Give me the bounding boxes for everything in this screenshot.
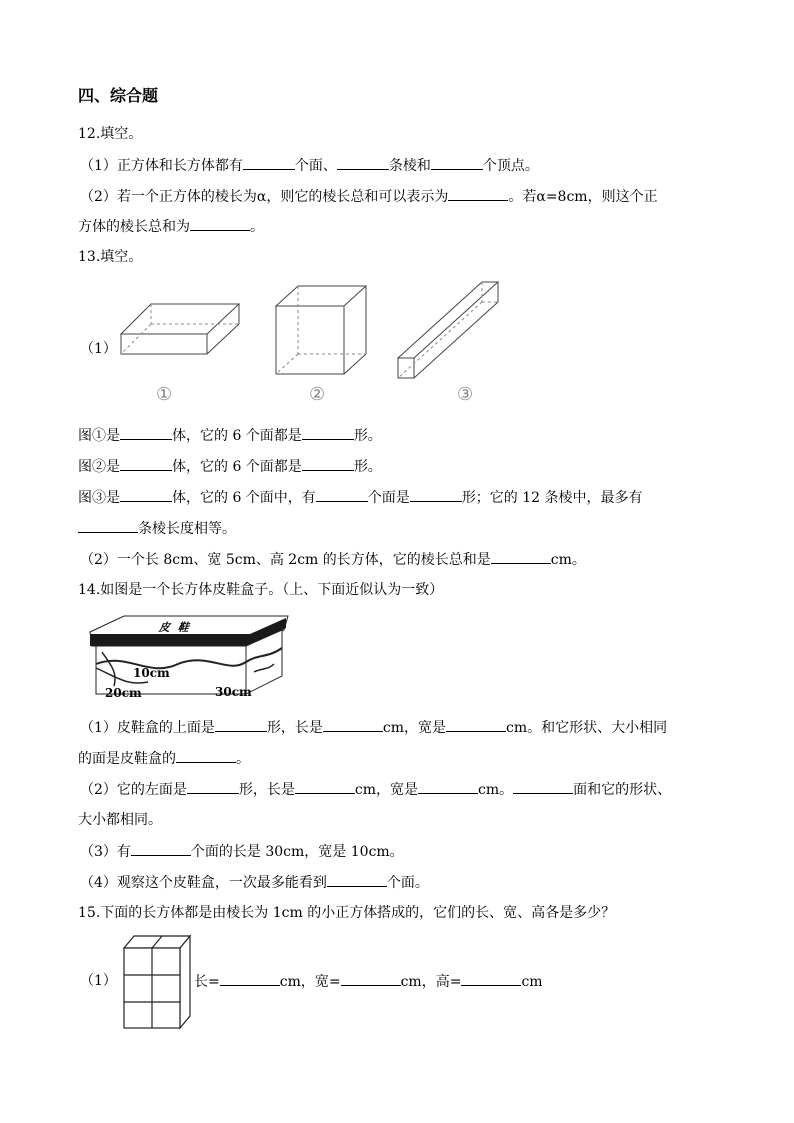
q15-title: 15.下面的长方体都是由棱长为 1cm 的小正方体搭成的，它们的长、宽、高各是多少？ <box>78 905 616 921</box>
text: 体，它的 6 个面都是 <box>172 459 302 475</box>
answer-blank[interactable] <box>220 971 280 986</box>
text: 形。 <box>353 428 382 444</box>
section-title: 四、综合题 <box>78 86 159 105</box>
cube-figure <box>272 282 372 378</box>
q13-line-1 <box>78 425 382 446</box>
q15-answer-line <box>194 971 543 992</box>
answer-blank[interactable] <box>295 779 355 794</box>
text: 条棱长度相等。 <box>138 521 236 537</box>
text: cm。 <box>478 782 514 798</box>
q14-part4 <box>80 872 429 893</box>
q14-part1-cont <box>78 748 250 769</box>
answer-blank[interactable] <box>176 748 236 763</box>
text: 条棱和 <box>388 158 431 174</box>
figure-number-2: ② <box>309 384 326 405</box>
answer-blank[interactable] <box>448 186 508 201</box>
text: cm，宽= <box>279 974 341 990</box>
rod-figure <box>394 278 502 382</box>
text: 个面是 <box>367 490 410 506</box>
answer-blank[interactable] <box>120 487 172 502</box>
answer-blank[interactable] <box>120 456 172 471</box>
answer-blank[interactable] <box>418 779 478 794</box>
text: 。 <box>250 219 264 235</box>
answer-blank[interactable] <box>446 717 506 732</box>
text: 个顶点。 <box>482 158 539 174</box>
dimension-length: 30cm <box>215 685 252 699</box>
text: cm，宽是 <box>354 782 419 798</box>
figure-number-3: ③ <box>457 384 474 405</box>
text: 个面的长是 30cm，宽是 10cm。 <box>190 844 404 860</box>
q14-title: 14.如图是一个长方体皮鞋盒子。（上、下面近似认为一致） <box>78 582 444 598</box>
text: （4）观察这个皮鞋盒，一次最多能看到 <box>80 875 327 891</box>
text: 形；它的 12 条棱中，最多有 <box>461 490 643 506</box>
text: 图③是 <box>78 490 120 506</box>
q12-part2-cont <box>78 216 264 237</box>
q13-line-4 <box>78 518 236 539</box>
text: 图②是 <box>78 459 120 475</box>
q14-part2 <box>80 779 671 800</box>
q12-part1 <box>80 155 539 176</box>
q15-label-1: （1） <box>80 973 117 989</box>
text: 的面是皮鞋盒的 <box>78 751 176 767</box>
text: cm。和它形状、大小相同 <box>506 720 668 736</box>
q12-part2 <box>80 186 658 207</box>
text: 图①是 <box>78 428 120 444</box>
q13-part2 <box>80 549 586 570</box>
answer-blank[interactable] <box>341 971 401 986</box>
figure-number-1: ① <box>156 384 173 405</box>
answer-blank[interactable] <box>410 487 462 502</box>
text: 。 <box>236 751 250 767</box>
text: cm，宽是 <box>382 720 447 736</box>
answer-blank[interactable] <box>302 456 354 471</box>
answer-blank[interactable] <box>131 841 191 856</box>
text: （1）皮鞋盒的上面是 <box>80 720 215 736</box>
text: （1）正方体和长方体都有 <box>80 158 243 174</box>
text: 个面、 <box>294 158 337 174</box>
text: 体，它的 6 个面中，有 <box>172 490 316 506</box>
text: 个面。 <box>386 875 429 891</box>
answer-blank[interactable] <box>302 425 354 440</box>
q12-title: 12.填空。 <box>78 126 143 142</box>
text: （3）有 <box>80 844 131 860</box>
q14-part1 <box>80 717 667 738</box>
text: cm。 <box>550 552 586 568</box>
text: （2）一个长 8cm、宽 5cm、高 2cm 的长方体，它的棱长总和是 <box>80 552 491 568</box>
text: 形，长是 <box>238 782 295 798</box>
text: 面和它的形状、 <box>573 782 672 798</box>
text: 形，长是 <box>266 720 323 736</box>
shoe-box-label: 皮 鞋 <box>157 621 195 634</box>
answer-blank[interactable] <box>316 487 368 502</box>
q13-title: 13.填空。 <box>78 249 143 265</box>
q14-part3 <box>80 841 404 862</box>
answer-blank[interactable] <box>190 216 250 231</box>
text: 形。 <box>353 459 382 475</box>
stacked-cubes-figure <box>120 932 194 1032</box>
dimension-height: 10cm <box>133 666 170 680</box>
answer-blank[interactable] <box>187 779 239 794</box>
cuboid-flat-figure <box>115 298 247 360</box>
text: 。若α=8cm，则这个正 <box>508 189 658 205</box>
answer-blank[interactable] <box>513 779 573 794</box>
text: （2）它的左面是 <box>80 782 187 798</box>
q13-line-2 <box>78 456 382 477</box>
text: 方体的棱长总和为 <box>78 219 190 235</box>
answer-blank[interactable] <box>327 872 387 887</box>
text: cm <box>521 974 543 990</box>
answer-blank[interactable] <box>120 425 172 440</box>
answer-blank[interactable] <box>461 971 521 986</box>
text: cm，高= <box>400 974 462 990</box>
text: 长= <box>194 974 220 990</box>
answer-blank[interactable] <box>243 155 295 170</box>
answer-blank[interactable] <box>78 518 138 533</box>
q13-label-1: （1） <box>80 341 117 357</box>
answer-blank[interactable] <box>491 549 551 564</box>
text: 体，它的 6 个面都是 <box>172 428 302 444</box>
q14-part2-cont: 大小都相同。 <box>78 812 162 828</box>
q13-line-3 <box>78 487 643 508</box>
answer-blank[interactable] <box>215 717 267 732</box>
answer-blank[interactable] <box>337 155 389 170</box>
answer-blank[interactable] <box>431 155 483 170</box>
answer-blank[interactable] <box>323 717 383 732</box>
dimension-width: 20cm <box>105 686 142 700</box>
text: （2）若一个正方体的棱长为α，则它的棱长总和可以表示为 <box>80 189 449 205</box>
